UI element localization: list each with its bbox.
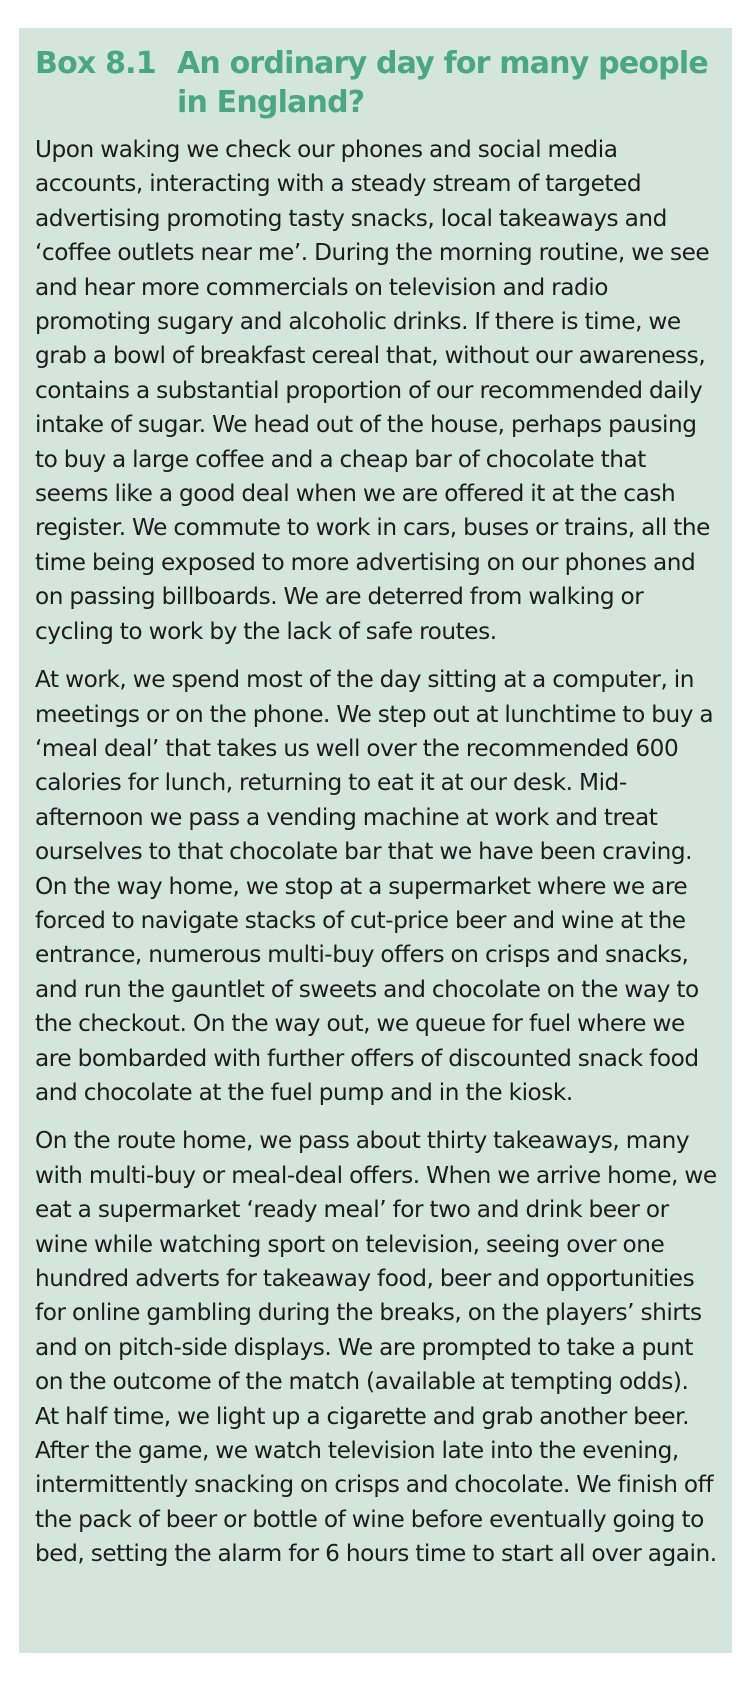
paragraph-morning: Upon waking we check our phones and social media accounts, interacting with a steady stream of targeted advertising promoting tasty snacks, local takeaways and ‘coffee outlets near me’. During the morning routine, we see and hear more commercials on television and radio promoting sugary and alcoholic drinks. If there is time, we grab a bowl of breakfast cereal that, without our awareness, contains a substantial proportion of our recommended daily intake of sugar. We head out of the house, perhaps pausing to buy a large coffee and a cheap bar of chocolate that seems like a good deal when we are offered it at the cash register. We commute to work in cars, buses or trains, all the time being exposed to more advertising on our phones and on passing billboards. We are deterred from walking or cycling to work by the lack of safe routes.	[35, 136, 710, 645]
box-label: Box 8.1	[35, 46, 156, 81]
box-heading	[35, 44, 718, 122]
text-box	[19, 28, 732, 1653]
box-title: An ordinary day for many people in England?	[177, 46, 708, 120]
paragraph-work: At work, we spend most of the day sitting at a computer, in meetings or on the phone. We step out at lunchtime to buy a ‘meal deal’ that takes us well over the recommended 600 calories for lunch, returning to eat it at our desk. Mid-afternoon we pass a vending machine at work and treat ourselves to that chocolate bar that we have been craving. On the way home, we stop at a supermarket where we are forced to navigate stacks of cut-price beer and wine at the entrance, numerous multi-buy offers on crisps and snacks, and run the gauntlet of sweets and chocolate on the way to the checkout. On the way out, we queue for fuel where we are bombarded with further offers of discounted snack food and chocolate at the fuel pump and in the kiosk.	[35, 666, 714, 1106]
paragraph-evening: On the route home, we pass about thirty takeaways, many with multi-buy or meal-deal offers. When we arrive home, we eat a supermarket ‘ready meal’ for two and drink beer or wine while watching sport on television, seeing over one hundred adverts for takeaway food, beer and opportunities for online gambling during the breaks, on the players’ shirts and on pitch-side displays. We are prompted to take a punt on the outcome of the match (available at tempting odds). At half time, we light up a cigarette and grab another beer. After the game, we watch television late into the evening, intermittently snacking on crisps and chocolate. We finish off the pack of beer or bottle of wine before eventually going to bed, setting the alarm for 6 hours time to start all over again.	[35, 1127, 717, 1568]
